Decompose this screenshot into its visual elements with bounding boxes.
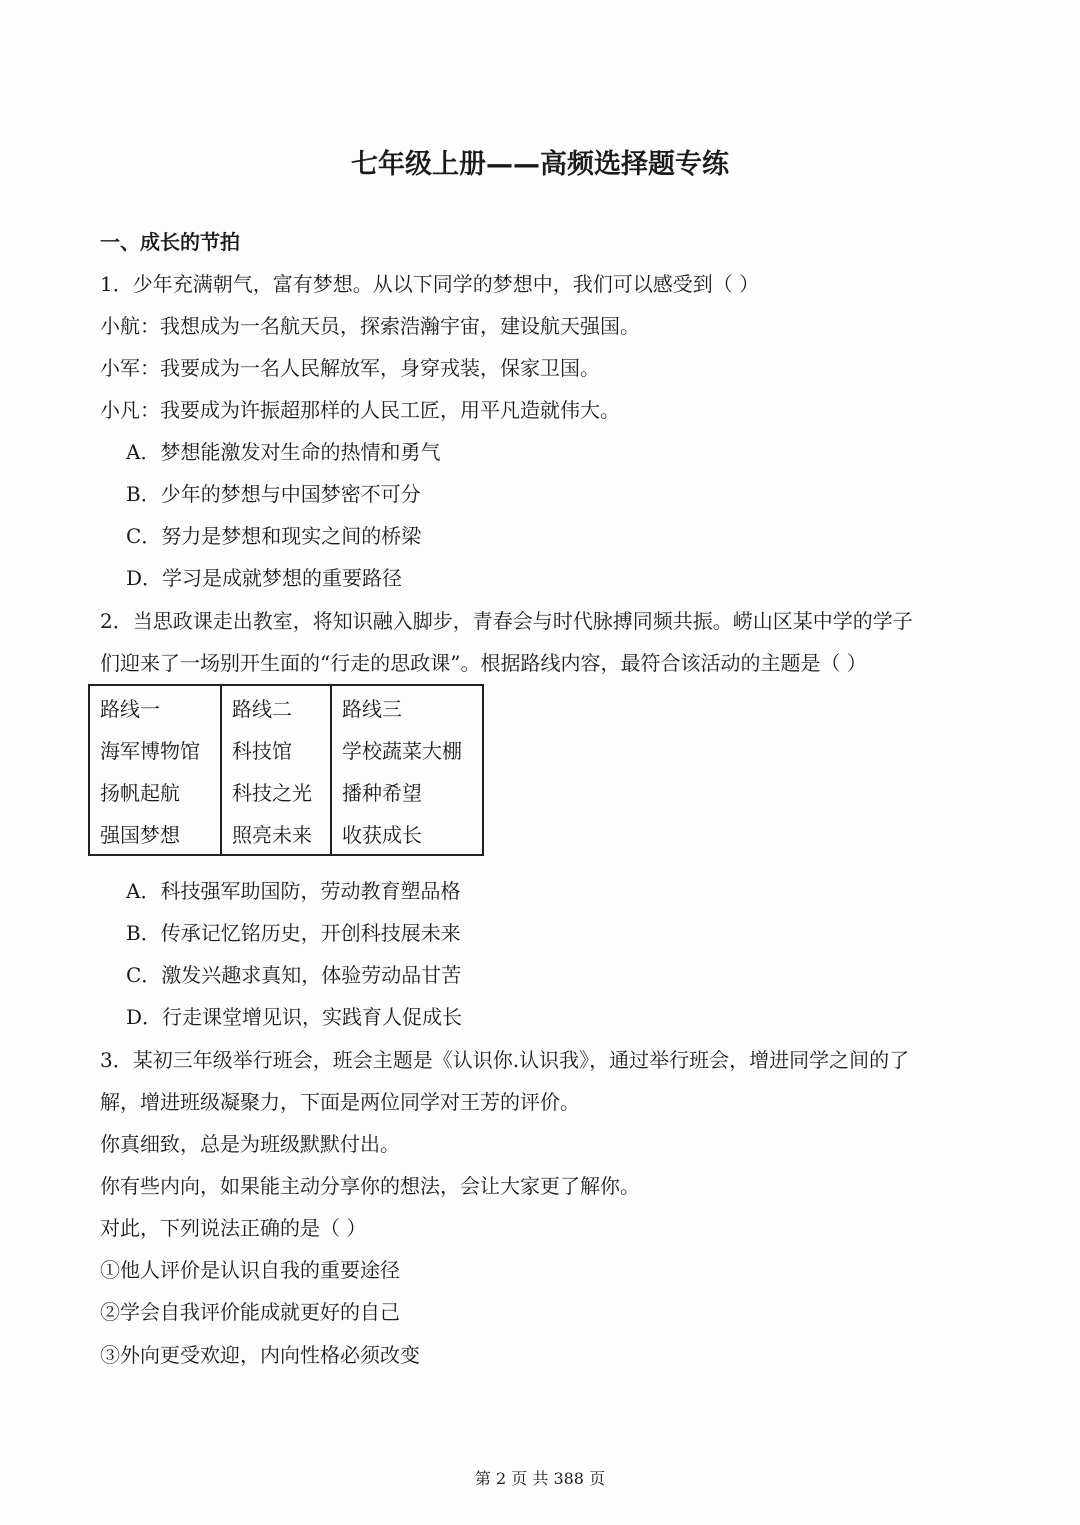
section-title: 一、成长的节拍 — [100, 230, 240, 254]
question-2-option-b: B．传承记忆铭历史，开创科技展未来 — [126, 921, 461, 945]
question-1-stem: 1．少年充满朝气，富有梦想。从以下同学的梦想中，我们可以感受到（ ） — [100, 272, 760, 296]
question-3-statement-1: ①他人评价是认识自我的重要途径 — [100, 1258, 400, 1282]
question-3-statement-3: ③外向更受欢迎，内向性格必须改变 — [100, 1343, 420, 1367]
table-cell: 科技之光 — [221, 770, 331, 812]
table-row — [89, 685, 483, 728]
question-2-stem-line-2: 们迎来了一场别开生面的“行走的思政课”。根据路线内容，最符合该活动的主题是（ ） — [100, 651, 867, 675]
table-cell: 收获成长 — [331, 812, 483, 855]
table-cell: 路线二 — [221, 685, 331, 728]
question-2-option-c: C．激发兴趣求真知，体验劳动品甘苦 — [126, 963, 462, 987]
question-1-line: 小航：我想成为一名航天员，探索浩瀚宇宙，建设航天强国。 — [100, 314, 640, 338]
question-1-line: 小凡：我要成为许振超那样的人民工匠，用平凡造就伟大。 — [100, 398, 620, 422]
question-3-line: 你真细致，总是为班级默默付出。 — [100, 1132, 400, 1156]
table-row — [89, 728, 483, 770]
page-title: 七年级上册——高频选择题专练 — [351, 149, 729, 180]
table-cell: 扬帆起航 — [89, 770, 221, 812]
table-cell: 学校蔬菜大棚 — [331, 728, 483, 770]
question-1-line: 小军：我要成为一名人民解放军，身穿戎装，保家卫国。 — [100, 356, 600, 380]
question-3-statement-2: ②学会自我评价能成就更好的自己 — [100, 1300, 400, 1324]
table-cell: 路线三 — [331, 685, 483, 728]
question-1-option-a: A．梦想能激发对生命的热情和勇气 — [126, 440, 441, 464]
question-1-option-d: D．学习是成就梦想的重要路径 — [126, 566, 403, 590]
question-2-option-a: A．科技强军助国防，劳动教育塑品格 — [126, 879, 461, 903]
table-row — [89, 812, 483, 855]
page-number: 第 2 页 共 388 页 — [474, 1469, 606, 1488]
table-cell: 照亮未来 — [221, 812, 331, 855]
question-1-option-b: B．少年的梦想与中国梦密不可分 — [126, 482, 421, 506]
question-3-stem-line-2: 解，增进班级凝聚力，下面是两位同学对王芳的评价。 — [100, 1090, 580, 1114]
table-cell: 科技馆 — [221, 728, 331, 770]
table-cell: 强国梦想 — [89, 812, 221, 855]
question-1-option-c: C．努力是梦想和现实之间的桥梁 — [126, 524, 422, 548]
question-3-stem-line-1: 3．某初三年级举行班会，班会主题是《认识你.认识我》，通过举行班会，增进同学之间的了 — [100, 1048, 910, 1072]
question-3-line: 对此，下列说法正确的是（ ） — [100, 1216, 367, 1240]
routes-table — [88, 684, 484, 856]
question-2-stem-line-1: 2．当思政课走出教室，将知识融入脚步，青春会与时代脉搏同频共振。崂山区某中学的学子 — [100, 609, 913, 633]
table-cell: 播种希望 — [331, 770, 483, 812]
table-row — [89, 770, 483, 812]
table-cell: 路线一 — [89, 685, 221, 728]
question-2-option-d: D．行走课堂增见识，实践育人促成长 — [126, 1005, 463, 1029]
question-3-line: 你有些内向，如果能主动分享你的想法，会让大家更了解你。 — [100, 1174, 640, 1198]
table-cell: 海军博物馆 — [89, 728, 221, 770]
